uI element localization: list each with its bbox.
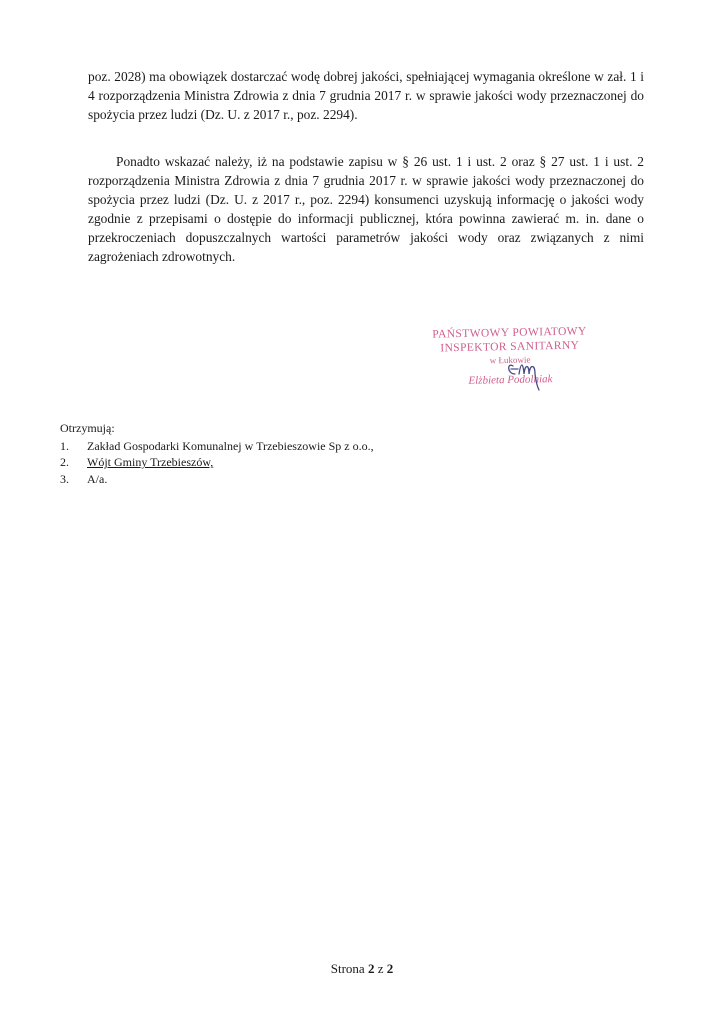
page-footer — [0, 961, 724, 977]
paragraph-2: Ponadto wskazać należy, iż na podstawie zapisu w § 26 ust. 1 i ust. 2 oraz § 27 ust. 1 i ust. 2 rozporządzenia Ministra Zdrowia z dnia 7 grudnia 2017 r. w sprawie jakości wody przeznaczonej do spożycia przez ludzi (Dz. U. z 2017 r., poz. 2294) konsumenci uzyskują informację o jakości wody zgodnie z przepisami o dostępie do informacji publicznej, która powinna zawierać m. in. dane o przekroczeniach dopuszczalnych wartości parametrów jakości wody oraz związanych z nimi zagrożeniach zdrowotnych. — [88, 154, 644, 264]
list-number: 2. — [60, 455, 69, 469]
stamp-line-3: w Łukowie — [489, 354, 531, 366]
handwritten-signature — [505, 356, 555, 392]
footer-page-total: 2 — [386, 961, 394, 976]
recipient-name: Wójt Gminy Trzebieszów, — [87, 455, 214, 469]
footer-separator: z — [377, 961, 384, 976]
recipients-block — [60, 420, 374, 487]
recipients-list — [60, 438, 374, 488]
list-item — [60, 471, 374, 488]
list-item — [60, 438, 374, 455]
stamp-signatory: Elżbieta Podolniak — [468, 373, 553, 387]
recipients-heading: Otrzymują: — [60, 421, 115, 435]
paragraph-1: poz. 2028) ma obowiązek dostarczać wodę dobrej jakości, spełniającej wymagania określone w zał. 1 i 4 rozporządzenia Ministra Zdrowia z dnia 7 grudnia 2017 r. w sprawie jakości wody przeznaczonej do spożycia przez ludzi (Dz. U. z 2017 r., poz. 2294). — [88, 69, 644, 122]
footer-page-number: 2 — [367, 961, 375, 976]
recipient-name: Zakład Gospodarki Komunalnej w Trzebieszowie Sp z o.o., — [87, 438, 374, 453]
footer-prefix: Strona — [330, 961, 365, 976]
recipient-name: A/a. — [87, 471, 108, 486]
stamp-line-2: INSPEKTOR SANITARNY — [440, 339, 580, 355]
list-number: 1. — [60, 438, 69, 453]
stamp-line-1: PAŃSTWOWY POWIATOWY — [432, 325, 587, 341]
list-item — [60, 454, 374, 471]
list-number: 3. — [60, 471, 69, 486]
